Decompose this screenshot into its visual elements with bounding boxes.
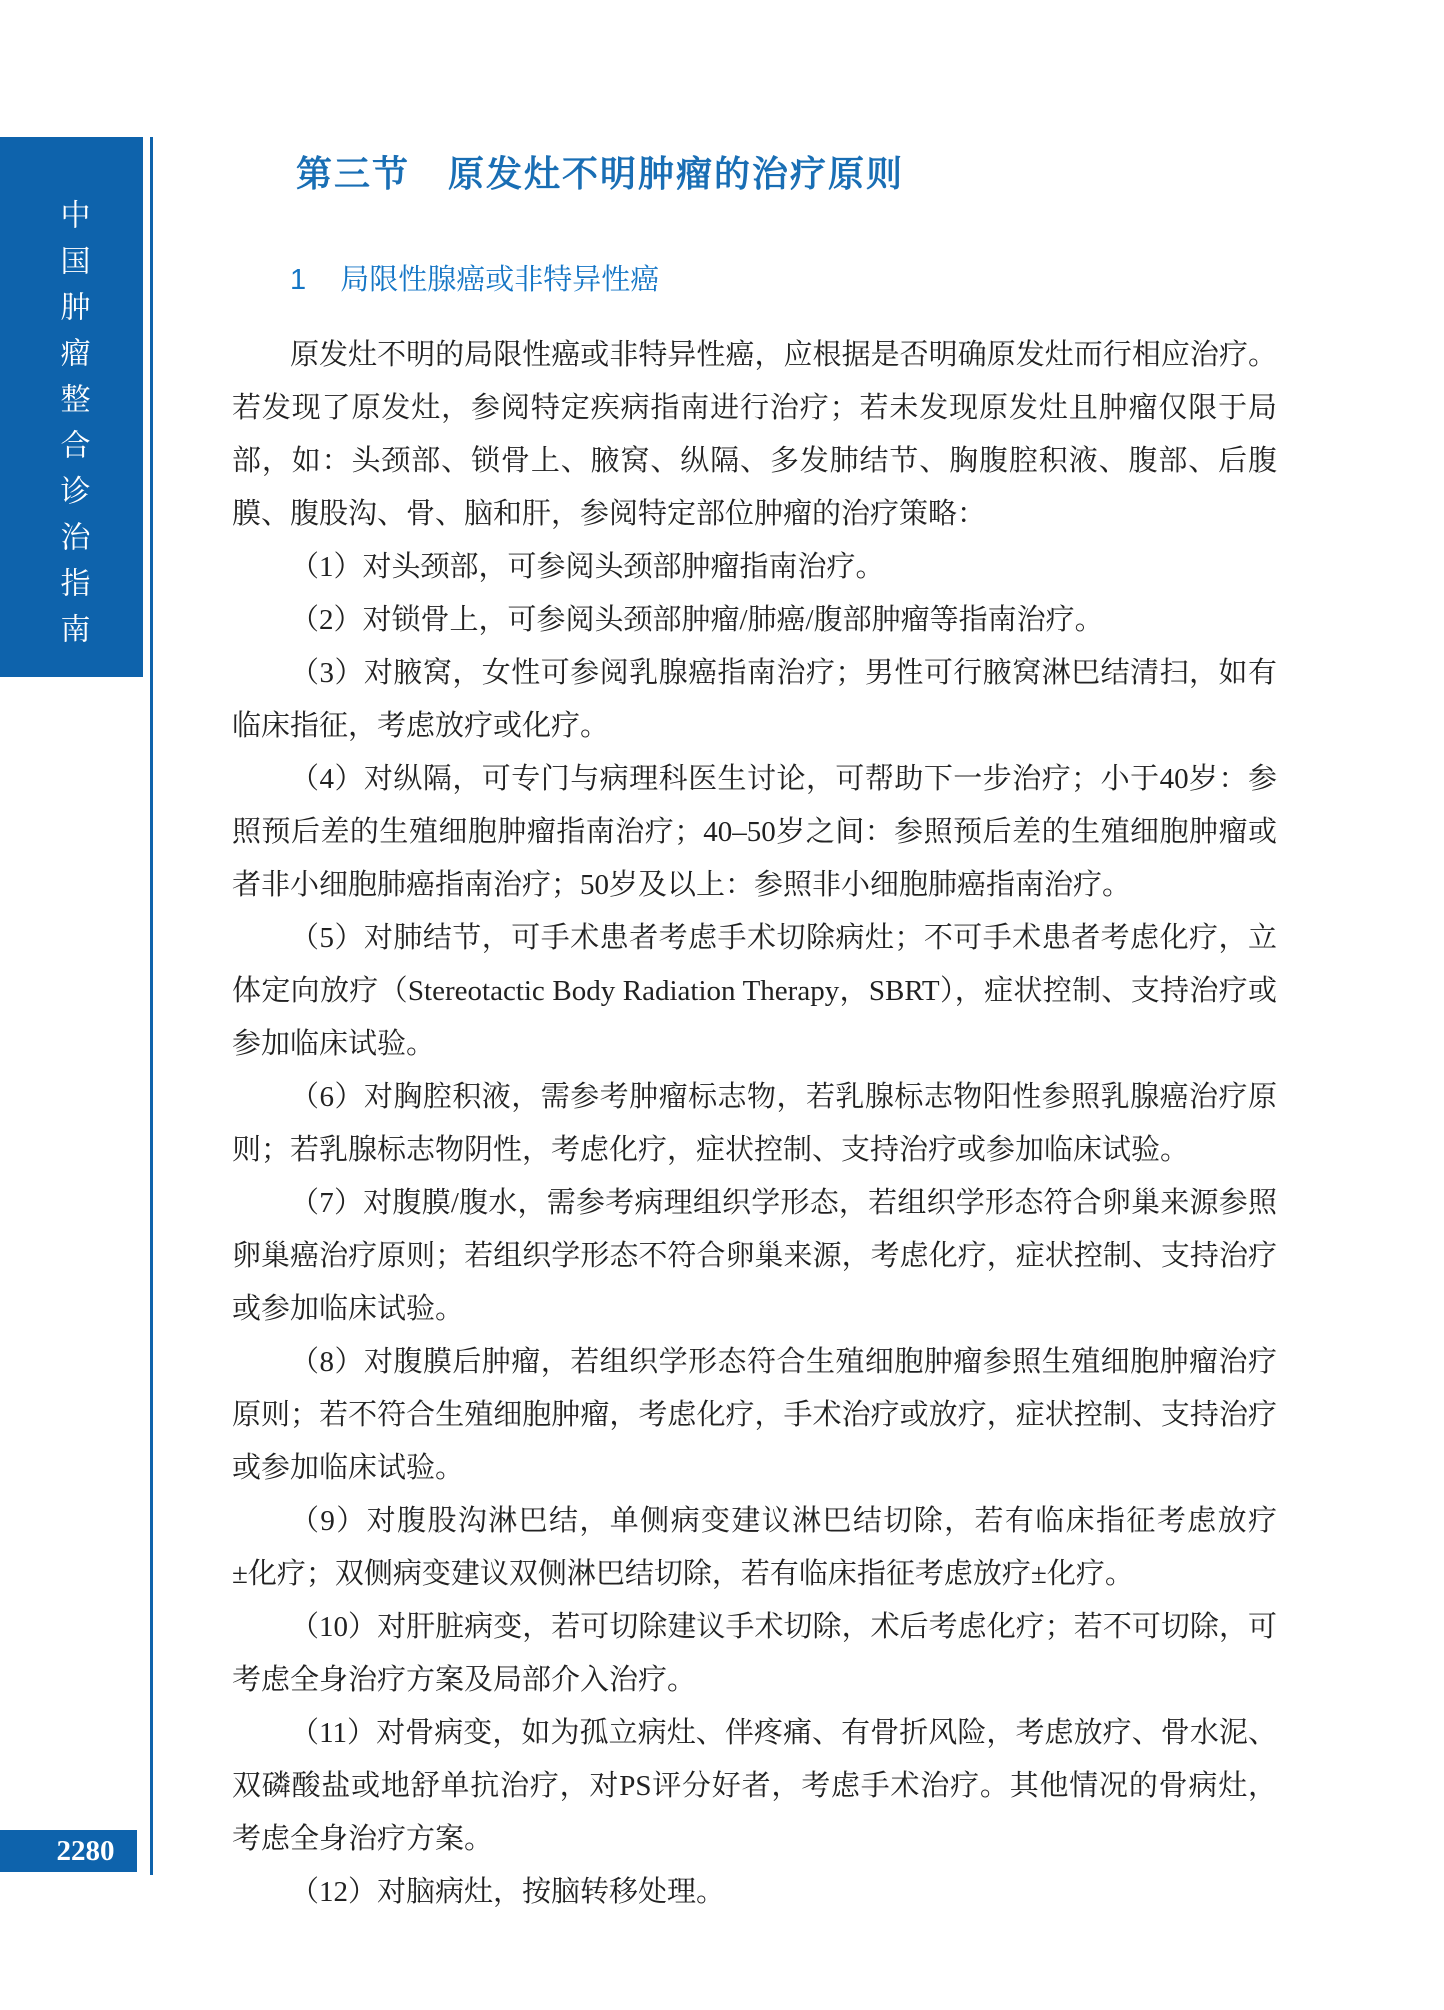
page-number: 2280 [56, 1834, 115, 1867]
body-text [232, 329, 1277, 1919]
body-paragraph: （3）对腋窝，女性可参阅乳腺癌指南治疗；男性可行腋窝淋巴结清扫，如有临床指征，考虑放疗或化疗。 [232, 657, 1277, 742]
body-paragraph: （7）对腹膜/腹水，需参考病理组织学形态，若组织学形态符合卵巢来源参照卵巢癌治疗原则；若组织学形态不符合卵巢来源，考虑化疗，症状控制、支持治疗或参加临床试验。 [232, 1187, 1277, 1325]
body-paragraph: （9）对腹股沟淋巴结，单侧病变建议淋巴结切除，若有临床指征考虑放疗±化疗；双侧病变建议双侧淋巴结切除，若有临床指征考虑放疗±化疗。 [232, 1505, 1277, 1590]
body-paragraph: （6）对胸腔积液，需参考肿瘤标志物，若乳腺标志物阳性参照乳腺癌治疗原则；若乳腺标志物阴性，考虑化疗，症状控制、支持治疗或参加临床试验。 [232, 1081, 1277, 1166]
book-title-vertical: 中国肿瘤整合诊治指南 [55, 199, 89, 659]
sidebar-divider-line [150, 137, 153, 1875]
body-paragraph: （2）对锁骨上，可参阅头颈部肿瘤/肺癌/腹部肿瘤等指南治疗。 [290, 604, 1104, 636]
body-paragraph: （10）对肝脏病变，若可切除建议手术切除，术后考虑化疗；若不可切除，可考虑全身治疗方案及局部介入治疗。 [232, 1611, 1277, 1696]
page-number-badge [0, 1830, 137, 1872]
subsection-title: 局限性腺癌或非特异性癌 [340, 264, 660, 296]
page-content [232, 0, 1277, 1919]
section-heading: 第三节 原发灶不明肿瘤的治疗原则 [296, 154, 905, 194]
body-paragraph: （4）对纵隔，可专门与病理科医生讨论，可帮助下一步治疗；小于40岁：参照预后差的生殖细胞肿瘤指南治疗；40–50岁之间：参照预后差的生殖细胞肿瘤或者非小细胞肺癌指南治疗；50岁及以上：参照非小细胞肺癌指南治疗。 [232, 763, 1277, 901]
body-paragraph: （11）对骨病变，如为孤立病灶、伴疼痛、有骨折风险，考虑放疗、骨水泥、双磷酸盐或地舒单抗治疗，对PS评分好者，考虑手术治疗。其他情况的骨病灶，考虑全身治疗方案。 [232, 1717, 1277, 1855]
body-paragraph: （12）对脑病灶，按脑转移处理。 [290, 1876, 726, 1908]
body-paragraph: （5）对肺结节，可手术患者考虑手术切除病灶；不可手术患者考虑化疗，立体定向放疗（Stereotactic Body Radiation Therapy，SBRT），症状控制、支持治疗或参加临床试验。 [232, 922, 1277, 1060]
subsection-number: 1 [290, 264, 307, 296]
body-paragraph: （1）对头颈部，可参阅头颈部肿瘤指南治疗。 [290, 551, 885, 583]
body-paragraph: 原发灶不明的局限性癌或非特异性癌，应根据是否明确原发灶而行相应治疗。若发现了原发灶，参阅特定疾病指南进行治疗；若未发现原发灶且肿瘤仅限于局部，如：头颈部、锁骨上、腋窝、纵隔、多发肺结节、胸腹腔积液、腹部、后腹膜、腹股沟、骨、脑和肝，参阅特定部位肿瘤的治疗策略： [232, 339, 1277, 530]
body-paragraph: （8）对腹膜后肿瘤，若组织学形态符合生殖细胞肿瘤参照生殖细胞肿瘤治疗原则；若不符合生殖细胞肿瘤，考虑化疗，手术治疗或放疗，症状控制、支持治疗或参加临床试验。 [232, 1346, 1277, 1484]
book-title-banner [0, 137, 143, 677]
subsection-heading [290, 266, 1277, 295]
